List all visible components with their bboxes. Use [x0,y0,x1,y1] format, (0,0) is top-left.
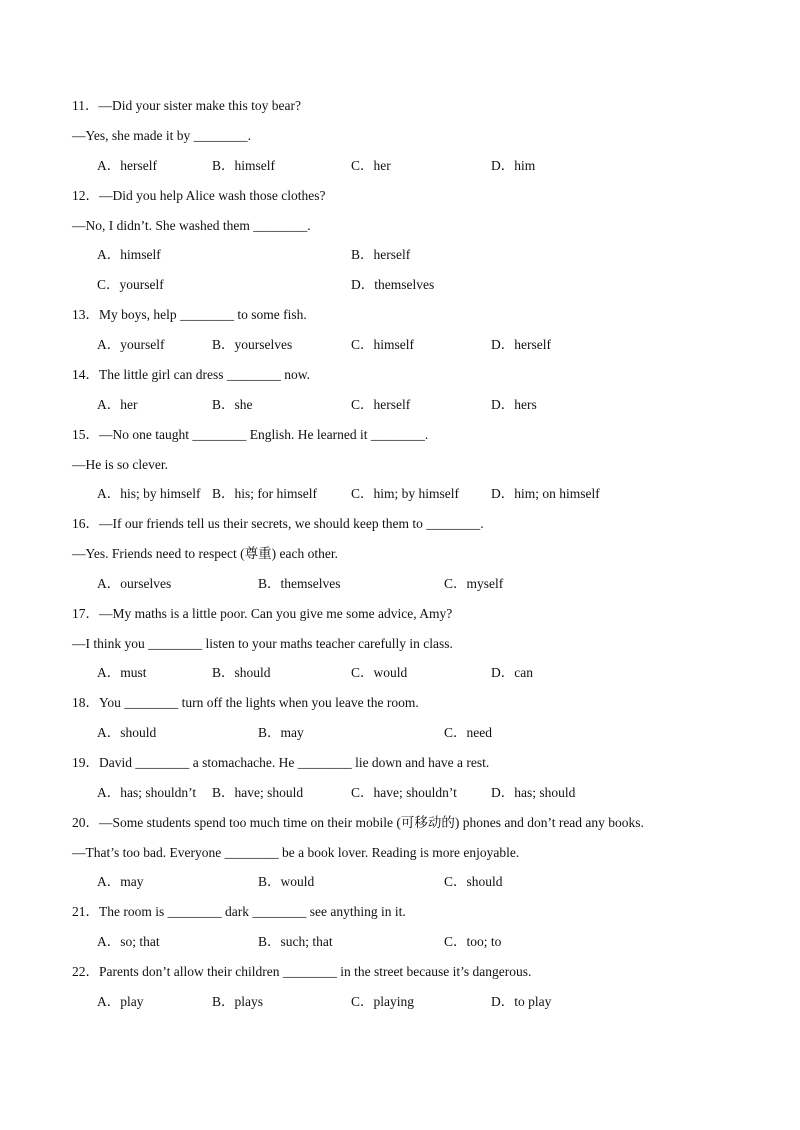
option-c[interactable]: C．herself [351,397,411,412]
option-a[interactable]: A．play [97,994,144,1009]
question-17-stem: 17．—My maths is a little poor. Can you give me some advice, Amy? [72,606,453,621]
question-16-stem: 16．—If our friends tell us their secrets, we should keep them to ________. [72,516,484,531]
option-a[interactable]: A．has; shouldn’t [97,785,197,800]
option-c[interactable]: C．would [351,665,408,680]
option-b[interactable]: B．may [258,725,304,740]
question-11-response: —Yes, she made it by ________. [72,128,252,143]
option-d[interactable]: D．can [491,665,533,680]
question-22-stem: 22．Parents don’t allow their children ________ in the street because it’s dangerous. [72,964,532,979]
question-13-stem: 13．My boys, help ________ to some fish. [72,307,307,322]
option-a[interactable]: A．so; that [97,934,160,949]
option-d[interactable]: D．has; should [491,785,576,800]
option-a[interactable]: A．his; by himself [97,486,201,501]
option-a[interactable]: A．ourselves [97,576,172,591]
option-b[interactable]: B．his; for himself [212,486,317,501]
question-20-options [0,873,800,891]
option-b[interactable]: B．herself [351,247,411,262]
option-b[interactable]: B．have; should [212,785,304,800]
question-21-stem: 21．The room is ________ dark ________ see anything in it. [72,904,406,919]
option-b[interactable]: B．themselves [258,576,341,591]
question-15-options [0,485,800,503]
option-d[interactable]: D．hers [491,397,537,412]
question-17-options [0,664,800,682]
option-a[interactable]: A．herself [97,158,157,173]
option-b[interactable]: B．would [258,874,315,889]
option-c[interactable]: C．should [444,874,503,889]
question-15-stem: 15．—No one taught ________ English. He learned it ________. [72,427,429,442]
option-b[interactable]: B．should [212,665,271,680]
option-c[interactable]: C．himself [351,337,414,352]
question-11-stem: 11．—Did your sister make this toy bear? [72,98,301,113]
option-b[interactable]: B．she [212,397,253,412]
option-a[interactable]: A．her [97,397,138,412]
question-12-stem: 12．—Did you help Alice wash those clothes? [72,188,326,203]
option-b[interactable]: B．such; that [258,934,333,949]
option-b[interactable]: B．plays [212,994,264,1009]
question-14-stem: 14．The little girl can dress ________ now. [72,367,310,382]
question-12-response: —No, I didn’t. She washed them ________. [72,218,311,233]
option-a[interactable]: A．yourself [97,337,165,352]
option-d[interactable]: D．themselves [351,277,435,292]
option-d[interactable]: D．him [491,158,536,173]
option-c[interactable]: C．her [351,158,391,173]
option-c[interactable]: C．myself [444,576,504,591]
question-17-response: —I think you ________ listen to your maths teacher carefully in class. [72,636,453,651]
option-a[interactable]: A．himself [97,247,161,262]
option-c[interactable]: C．him; by himself [351,486,459,501]
option-a[interactable]: A．may [97,874,144,889]
question-21-options [0,933,800,951]
question-18-options [0,724,800,742]
question-11-options [0,157,800,175]
question-20-response: —That’s too bad. Everyone ________ be a book lover. Reading is more enjoyable. [72,845,520,860]
question-12-options-row-1 [0,246,800,264]
option-a[interactable]: A．should [97,725,157,740]
option-d[interactable]: D．him; on himself [491,486,600,501]
option-c[interactable]: C．playing [351,994,414,1009]
question-15-response: —He is so clever. [72,457,168,472]
question-13-options [0,336,800,354]
question-16-response: —Yes. Friends need to respect (尊重) each other. [72,546,338,561]
option-b[interactable]: B．himself [212,158,275,173]
option-b[interactable]: B．yourselves [212,337,293,352]
option-c[interactable]: C．need [444,725,492,740]
option-d[interactable]: D．to play [491,994,552,1009]
question-18-stem: 18．You ________ turn off the lights when you leave the room. [72,695,419,710]
option-c[interactable]: C．have; shouldn’t [351,785,457,800]
question-20-stem: 20．—Some students spend too much time on their mobile (可移动的) phones and don’t read any books. [72,815,644,830]
question-22-options [0,993,800,1011]
option-c[interactable]: C．too; to [444,934,502,949]
option-c[interactable]: C．yourself [97,277,164,292]
question-12-options-row-2 [0,276,800,294]
question-19-stem: 19．David ________ a stomachache. He ________ lie down and have a rest. [72,755,490,770]
question-16-options [0,575,800,593]
question-14-options [0,396,800,414]
option-a[interactable]: A．must [97,665,147,680]
option-d[interactable]: D．herself [491,337,551,352]
question-19-options [0,784,800,802]
